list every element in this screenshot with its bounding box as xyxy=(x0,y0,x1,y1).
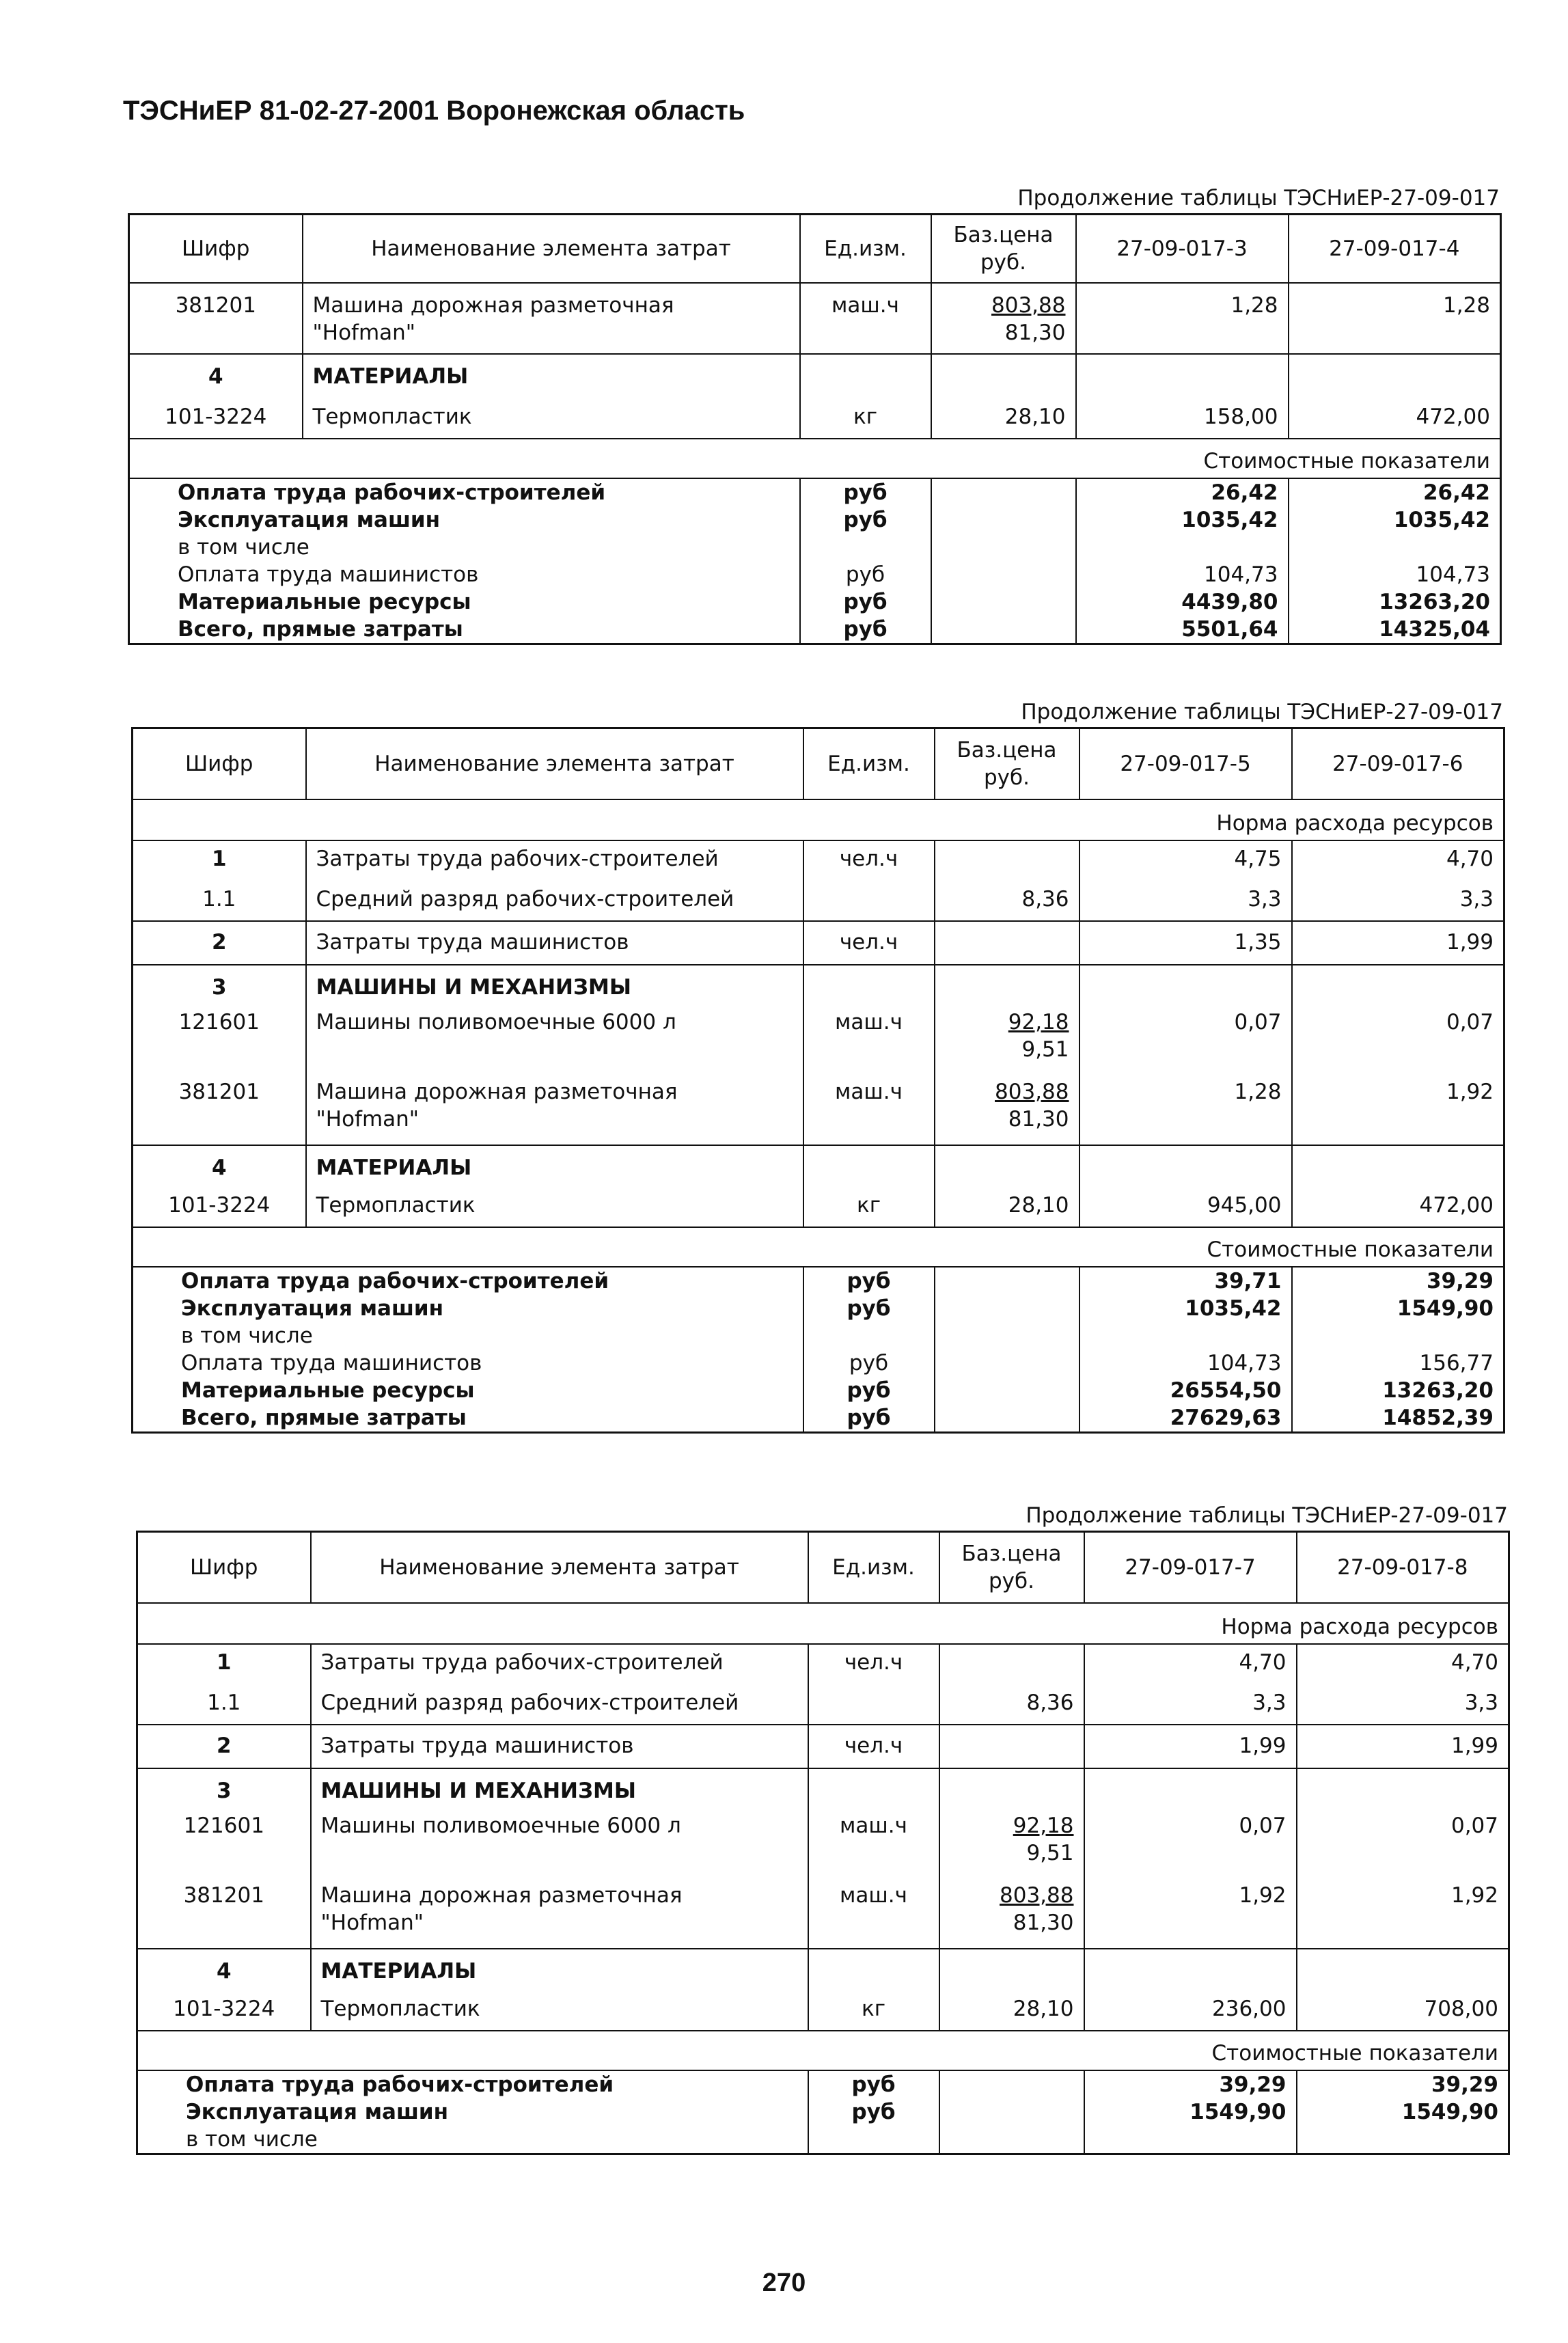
norm-header-row xyxy=(137,1603,1509,1644)
section-code: 3 xyxy=(133,965,306,1004)
row-value-a: 1,28 xyxy=(1079,1075,1292,1145)
row-value-b: 0,07 xyxy=(1446,1009,1494,1035)
cost-unit: руб xyxy=(803,1295,935,1322)
row-code: 381201 xyxy=(137,1879,311,1949)
row-price-main: 803,88 xyxy=(995,1079,1069,1104)
section-code: 4 xyxy=(137,1949,311,1990)
row-price: 28,10 xyxy=(935,1186,1079,1227)
cost-label: Эксплуатация машин xyxy=(137,2098,808,2126)
row-price-main: 803,88 xyxy=(991,292,1066,318)
cost-row xyxy=(133,1295,1504,1322)
row-name-line1: Машина дорожная разметочная xyxy=(312,292,674,318)
cost-value-a: 104,73 xyxy=(1079,1349,1292,1377)
row-name: Средний разряд рабочих-строителей xyxy=(306,879,803,921)
row-value-a: 4,70 xyxy=(1084,1644,1297,1682)
row-value-b: 1,92 xyxy=(1450,1882,1498,1908)
row-name xyxy=(303,283,800,354)
cost-label: Оплата труда машинистов xyxy=(129,561,800,588)
row-name-line1: Машина дорожная разметочная xyxy=(320,1882,683,1908)
row-code: 1 xyxy=(137,1644,311,1682)
cost-unit: руб xyxy=(800,561,931,588)
row-price-operator: 81,30 xyxy=(1013,1910,1074,1935)
cost-label: в том числе xyxy=(129,534,800,561)
row-code: 381201 xyxy=(129,283,303,354)
row-unit: маш.ч xyxy=(800,283,931,354)
cost-value-b: 1549,90 xyxy=(1397,1296,1494,1321)
row-unit: маш.ч xyxy=(803,1004,935,1075)
table-header-row xyxy=(137,1532,1509,1603)
table-row xyxy=(133,921,1504,965)
cost-value-b: 14852,39 xyxy=(1382,1405,1494,1430)
cost-unit: руб xyxy=(808,2098,939,2126)
section-name: МАТЕРИАЛЫ xyxy=(306,1145,803,1186)
section-row xyxy=(137,1949,1509,1990)
row-price: 28,10 xyxy=(931,396,1076,439)
row-price-operator: 81,30 xyxy=(1004,320,1066,345)
row-code: 1 xyxy=(133,840,306,879)
cost-value-a: 26,42 xyxy=(1076,478,1289,506)
section-name: МАШИНЫ И МЕХАНИЗМЫ xyxy=(306,965,803,1004)
header-name: Наименование элемента затрат xyxy=(306,728,803,799)
cost-row xyxy=(137,2126,1509,2154)
continuation-caption: Продолжение таблицы ТЭСНиЕР-27-09-017 xyxy=(1026,1503,1508,1528)
row-unit: чел.ч xyxy=(808,1725,939,1768)
row-value-a: 945,00 xyxy=(1079,1186,1292,1227)
row-price: 28,10 xyxy=(939,1990,1084,2031)
row-price-operator: 9,51 xyxy=(1021,1037,1069,1062)
cost-row xyxy=(129,561,1501,588)
row-value-b: 3,3 xyxy=(1459,886,1494,912)
row-value-a: 3,3 xyxy=(1084,1682,1297,1725)
cost-header: Стоимостные показатели xyxy=(1211,2040,1498,2066)
row-price-main: 92,18 xyxy=(1013,1813,1074,1838)
row-unit: маш.ч xyxy=(808,1808,939,1879)
row-value-a: 0,07 xyxy=(1079,1004,1292,1075)
row-name: Термопластик xyxy=(311,1990,808,2031)
row-value-b: 3,3 xyxy=(1464,1690,1498,1715)
row-unit: чел.ч xyxy=(808,1644,939,1682)
row-name: Машины поливомоечные 6000 л xyxy=(311,1808,808,1879)
row-value-b: 1,99 xyxy=(1450,1733,1498,1758)
cost-unit: руб xyxy=(803,1377,935,1404)
cost-label: Оплата труда рабочих-строителей xyxy=(137,2070,808,2098)
cost-value-b: 13263,20 xyxy=(1382,1378,1494,1403)
row-code: 2 xyxy=(137,1725,311,1768)
cost-header: Стоимостные показатели xyxy=(1207,1237,1494,1262)
norm-header: Норма расхода ресурсов xyxy=(1221,1614,1498,1639)
cost-label: Материальные ресурсы xyxy=(129,588,800,616)
table-row xyxy=(137,1682,1509,1725)
section-row xyxy=(129,354,1501,396)
row-name: Затраты труда рабочих-строителей xyxy=(306,840,803,879)
estimate-table xyxy=(131,727,1505,1434)
cost-label: Всего, прямые затраты xyxy=(129,616,800,644)
cost-value-a: 26554,50 xyxy=(1079,1377,1292,1404)
cost-row xyxy=(129,616,1501,644)
norm-header: Норма расхода ресурсов xyxy=(1216,810,1494,836)
cost-header: Стоимостные показатели xyxy=(1203,448,1490,474)
section-name: МАШИНЫ И МЕХАНИЗМЫ xyxy=(311,1768,808,1808)
header-col-b: 27-09-017-6 xyxy=(1332,751,1463,776)
row-code: 121601 xyxy=(133,1004,306,1075)
row-price xyxy=(931,283,1076,354)
row-name-line1: Машина дорожная разметочная xyxy=(316,1079,678,1104)
section-code: 4 xyxy=(133,1145,306,1186)
section-code: 3 xyxy=(137,1768,311,1808)
row-price-main: 92,18 xyxy=(1008,1009,1069,1035)
row-name xyxy=(306,1075,803,1145)
header-col-a: 27-09-017-3 xyxy=(1076,215,1289,283)
table-row xyxy=(133,1075,1504,1145)
cost-label: в том числе xyxy=(137,2126,808,2154)
row-name: Машины поливомоечные 6000 л xyxy=(306,1004,803,1075)
row-unit: чел.ч xyxy=(803,921,935,965)
header-code: Шифр xyxy=(133,728,306,799)
section-name: МАТЕРИАЛЫ xyxy=(311,1949,808,1990)
row-name: Затраты труда рабочих-строителей xyxy=(311,1644,808,1682)
table-header-row xyxy=(133,728,1504,799)
cost-value-a: 104,73 xyxy=(1076,561,1289,588)
row-value-a: 4,75 xyxy=(1079,840,1292,879)
cost-value-a: 39,71 xyxy=(1079,1267,1292,1295)
cost-unit: руб xyxy=(803,1404,935,1433)
row-name: Термопластик xyxy=(303,396,800,439)
cost-value-a: 1549,90 xyxy=(1084,2098,1297,2126)
row-code: 1.1 xyxy=(137,1682,311,1725)
table-row xyxy=(133,1186,1504,1227)
cost-unit: руб xyxy=(803,1267,935,1295)
header-price: Баз.цена руб. xyxy=(935,728,1079,799)
cost-label: Оплата труда рабочих-строителей xyxy=(133,1267,803,1295)
cost-value-b: 1035,42 xyxy=(1393,507,1490,532)
cost-label: Материальные ресурсы xyxy=(133,1377,803,1404)
cost-unit: руб xyxy=(800,588,931,616)
header-unit: Ед.изм. xyxy=(800,215,931,283)
row-value-a: 0,07 xyxy=(1084,1808,1297,1879)
header-col-b: 27-09-017-4 xyxy=(1329,236,1460,261)
row-code: 2 xyxy=(133,921,306,965)
cost-value-b: 14325,04 xyxy=(1379,616,1490,642)
header-name: Наименование элемента затрат xyxy=(311,1532,808,1603)
row-price: 8,36 xyxy=(939,1682,1084,1725)
header-price: Баз.цена руб. xyxy=(939,1532,1084,1603)
cost-row xyxy=(137,2098,1509,2126)
cost-label: в том числе xyxy=(133,1322,803,1349)
row-price xyxy=(935,1075,1079,1145)
row-code: 101-3224 xyxy=(129,396,303,439)
document-title: ТЭСНиЕР 81-02-27-2001 Воронежская область xyxy=(123,96,745,126)
table-header-row xyxy=(129,215,1501,283)
row-unit: кг xyxy=(808,1990,939,2031)
row-name-line2: "Hofman" xyxy=(320,1910,424,1935)
header-name: Наименование элемента затрат xyxy=(303,215,800,283)
cost-value-b: 104,73 xyxy=(1416,562,1490,587)
row-value-a: 1,92 xyxy=(1084,1879,1297,1949)
row-value-b: 708,00 xyxy=(1424,1996,1498,2021)
cost-value-b: 13263,20 xyxy=(1379,589,1490,614)
row-name xyxy=(311,1879,808,1949)
cost-value-b: 39,29 xyxy=(1426,1268,1494,1293)
row-unit: кг xyxy=(803,1186,935,1227)
row-value-b: 472,00 xyxy=(1419,1192,1494,1218)
row-value-b: 1,99 xyxy=(1446,929,1494,955)
row-price xyxy=(935,1004,1079,1075)
section-name: МАТЕРИАЛЫ xyxy=(303,354,800,396)
row-value-b: 4,70 xyxy=(1450,1649,1498,1675)
cost-label: Оплата труда машинистов xyxy=(133,1349,803,1377)
row-code: 101-3224 xyxy=(137,1990,311,2031)
continuation-caption: Продолжение таблицы ТЭСНиЕР-27-09-017 xyxy=(1021,700,1503,724)
header-code: Шифр xyxy=(137,1532,311,1603)
header-col-a: 27-09-017-7 xyxy=(1084,1532,1297,1603)
row-value-b: 0,07 xyxy=(1450,1813,1498,1838)
row-name-line2: "Hofman" xyxy=(312,320,416,345)
table-row xyxy=(133,1004,1504,1075)
cost-unit: руб xyxy=(800,506,931,534)
row-unit: маш.ч xyxy=(803,1075,935,1145)
row-name: Средний разряд рабочих-строителей xyxy=(311,1682,808,1725)
row-code: 101-3224 xyxy=(133,1186,306,1227)
table-row xyxy=(133,879,1504,921)
row-value-a: 1,28 xyxy=(1076,283,1289,354)
cost-value-a: 4439,80 xyxy=(1076,588,1289,616)
estimate-table xyxy=(128,213,1502,645)
cost-value-b: 156,77 xyxy=(1419,1350,1494,1375)
header-col-b: 27-09-017-8 xyxy=(1337,1554,1468,1580)
cost-row xyxy=(129,506,1501,534)
section-code: 4 xyxy=(129,354,303,396)
cost-unit: руб xyxy=(800,478,931,506)
cost-unit: руб xyxy=(808,2070,939,2098)
cost-row xyxy=(129,588,1501,616)
cost-row xyxy=(129,534,1501,561)
row-price: 8,36 xyxy=(935,879,1079,921)
row-name: Затраты труда машинистов xyxy=(311,1725,808,1768)
table-row xyxy=(129,396,1501,439)
header-code: Шифр xyxy=(129,215,303,283)
row-value-b: 472,00 xyxy=(1416,404,1490,429)
norm-header-row xyxy=(133,799,1504,840)
cost-header-row xyxy=(137,2031,1509,2070)
row-price-main: 803,88 xyxy=(1000,1882,1074,1908)
header-col-a: 27-09-017-5 xyxy=(1079,728,1292,799)
row-code: 1.1 xyxy=(133,879,306,921)
row-code: 121601 xyxy=(137,1808,311,1879)
cost-unit: руб xyxy=(800,616,931,644)
cost-row xyxy=(133,1267,1504,1295)
cost-row xyxy=(137,2070,1509,2098)
row-unit: чел.ч xyxy=(803,840,935,879)
table-row xyxy=(137,1725,1509,1768)
header-price: Баз.цена руб. xyxy=(931,215,1076,283)
cost-value-a: 5501,64 xyxy=(1076,616,1289,644)
row-name-line2: "Hofman" xyxy=(316,1106,419,1132)
row-value-a: 1,35 xyxy=(1079,921,1292,965)
cost-row xyxy=(133,1404,1504,1433)
section-row xyxy=(137,1768,1509,1808)
cost-value-b: 26,42 xyxy=(1422,480,1490,505)
row-price xyxy=(939,1879,1084,1949)
row-name: Затраты труда машинистов xyxy=(306,921,803,965)
estimate-table xyxy=(136,1531,1510,2155)
cost-row xyxy=(129,478,1501,506)
row-value-a: 158,00 xyxy=(1076,396,1289,439)
row-value-a: 3,3 xyxy=(1079,879,1292,921)
cost-unit: руб xyxy=(803,1349,935,1377)
cost-row xyxy=(133,1322,1504,1349)
header-unit: Ед.изм. xyxy=(803,728,935,799)
cost-value-a: 1035,42 xyxy=(1079,1295,1292,1322)
table-row xyxy=(129,283,1501,354)
cost-label: Оплата труда рабочих-строителей xyxy=(129,478,800,506)
continuation-caption: Продолжение таблицы ТЭСНиЕР-27-09-017 xyxy=(1017,186,1500,210)
cost-label: Эксплуатация машин xyxy=(129,506,800,534)
table-row xyxy=(137,1808,1509,1879)
row-value-a: 1,99 xyxy=(1084,1725,1297,1768)
cost-header-row xyxy=(133,1227,1504,1267)
row-name: Термопластик xyxy=(306,1186,803,1227)
cost-value-b: 1549,90 xyxy=(1401,2099,1498,2124)
cost-value-a: 39,29 xyxy=(1084,2070,1297,2098)
cost-row xyxy=(133,1349,1504,1377)
row-price-operator: 81,30 xyxy=(1008,1106,1069,1132)
row-price xyxy=(939,1808,1084,1879)
row-code: 381201 xyxy=(133,1075,306,1145)
row-unit: кг xyxy=(800,396,931,439)
row-value-a: 236,00 xyxy=(1084,1990,1297,2031)
cost-value-a: 1035,42 xyxy=(1076,506,1289,534)
cost-row xyxy=(133,1377,1504,1404)
cost-header-row xyxy=(129,439,1501,478)
header-unit: Ед.изм. xyxy=(808,1532,939,1603)
row-price-operator: 9,51 xyxy=(1026,1840,1074,1865)
row-unit: маш.ч xyxy=(808,1879,939,1949)
section-row xyxy=(133,965,1504,1004)
row-value-b: 1,92 xyxy=(1446,1079,1494,1104)
table-row xyxy=(137,1990,1509,2031)
section-row xyxy=(133,1145,1504,1186)
table-row xyxy=(137,1644,1509,1682)
cost-label: Всего, прямые затраты xyxy=(133,1404,803,1433)
cost-value-a: 27629,63 xyxy=(1079,1404,1292,1433)
row-value-b: 4,70 xyxy=(1446,846,1494,871)
cost-label: Эксплуатация машин xyxy=(133,1295,803,1322)
row-value-b: 1,28 xyxy=(1442,292,1490,318)
table-row xyxy=(137,1879,1509,1949)
cost-value-b: 39,29 xyxy=(1431,2072,1498,2097)
page-number: 270 xyxy=(762,2269,806,2297)
table-row xyxy=(133,840,1504,879)
